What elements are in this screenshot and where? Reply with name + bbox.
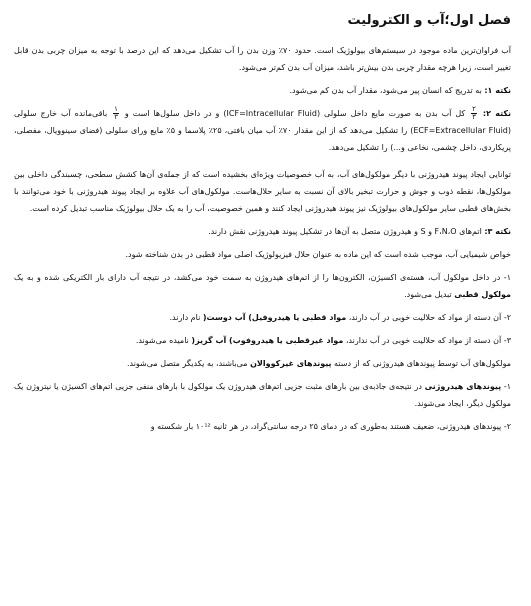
note-1-label: نکته ۱: (484, 86, 511, 95)
fraction-two-thirds (471, 106, 477, 121)
note-1-text: به تدریج که انسان پیر می‌شود، مقدار آب بدن کم می‌شود. (289, 86, 485, 95)
list-item-2 (14, 309, 511, 326)
note-3-label: نکته ۳: (484, 227, 511, 236)
note-2 (14, 105, 511, 156)
fraction-one-third (113, 106, 119, 121)
note-2-text-a: کل آب بدن به صورت مایع داخل سلولی (ICF=Intracellular Fluid) و در داخل سلول‌ها است و (120, 109, 470, 118)
note-2-text-b: باقی‌مانده آب خارج سلولی (ECF=Extracellular Fluid) را تشکیل می‌دهد که از این مقدار ۷۰٪ آب میان بافتی، ۲۵٪ پلاسما و ۵٪ مایع ورای سلولی (فضای سینوویال، مفصلی، پریکاردی، داخل چشمی، نخاعی و...) را تشکیل می‌دهد. (14, 109, 511, 152)
list-item-4 (14, 378, 511, 412)
list-item-5: ۲- پیوندهای هیدروژنی، ضعیف هستند به‌طوری که در دمای ۲۵ درجه سانتی‌گراد، در هر ثانیه ۱۰¹² بار شکسته و (150, 422, 511, 431)
note-1 (14, 82, 511, 99)
note-3-text: اتم‌های F،N،O و S و هیدروژن متصل به آن‌ها در تشکیل پیوند هیدروژنی نقش دارند. (208, 227, 485, 236)
list-item-3-tail: نامیده می‌شوند. (135, 336, 192, 345)
list-item-3-bold: مواد غیرقطبی یا هیدروفوب) آب گریز( (191, 336, 344, 345)
list-item-3-text: ۳- آن دسته از مواد که حلالیت خوبی در آب ندارند، (343, 336, 511, 345)
list-item-4-bold: پیوندهای هیدروژنی (424, 382, 502, 391)
non-covalent-text: مولکول‌های آب توسط پیوندهای هیدروژنی که از دسته (331, 359, 511, 368)
list-item-2-tail: نام دارند. (169, 313, 203, 322)
fraction-numerator: ۲ (472, 105, 476, 113)
fraction-denominator: ۳ (114, 113, 118, 121)
list-item-1 (14, 269, 511, 303)
chemical-properties-paragraph: خواص شیمیایی آب، موجب شده است که این ماده به عنوان حلال فیزیولوژیک اصلی مواد قطبی در بدن شناخته شود. (125, 250, 511, 259)
list-item-1-bold: مولکول قطبی (454, 290, 511, 299)
list-item-4-text: در نتیجه‌ی جاذبه‌ی بین بارهای مثبت جزیی اتم‌های هیدروژن یک مولکول با بارهای منفی جزیی اتم‌های اکسیژن یا نیتروژن یک مولکول دیگر، ایجاد می‌شوند. (14, 382, 511, 408)
list-item-1-tail: تبدیل می‌شود. (404, 290, 455, 299)
chapter-title: فصل اول؛آب و الکترولیت (347, 13, 511, 28)
non-covalent-bold: پیوندهای غیرکووالان (250, 359, 332, 368)
note-3 (14, 223, 511, 240)
fraction-denominator: ۳ (472, 113, 476, 121)
note-2-label: نکته ۲: (482, 109, 512, 118)
fraction-numerator: ۱ (114, 105, 118, 113)
hydrogen-bond-paragraph: توانایی ایجاد پیوند هیدروژنی با دیگر مولکول‌های آب، به آب خصوصیات ویژه‌ای بخشیده است که از جمله‌ی آن‌ها کشش سطحی، چسبندگی داخلی بین مولکول‌ها، نقطه ذوب و جوش و حرارت تبخیر بالای آن نسبت به سایر حلال‌هاست. مولکول‌های آب علاوه بر ایجاد پیوند هیدروژنی با خود می‌توانند با بخش‌های قطبی سایر مولکول‌های بیولوژیک نیز پیوند هیدروژنی ایجاد کنند و همین خصوصیت، آب را به یک حلال بیولوژیک مناسب تبدیل کرده است. (14, 170, 511, 213)
list-item-1-text: ۱- در داخل مولکول آب، هسته‌ی اکسیژن، الکترون‌ها را از اتم‌های هیدروژن به سمت خود می‌کشد، در نتیجه آب دارای بار الکتریکی شده و به یک (14, 273, 511, 282)
list-item-4-lead: ۱- (501, 382, 512, 391)
non-covalent-tail: می‌باشند، به یکدیگر متصل می‌شوند. (126, 359, 251, 368)
list-item-2-text: ۲- آن دسته از مواد که حلالیت خوبی در آب دارند، (346, 313, 511, 322)
list-item-3 (14, 332, 511, 349)
non-covalent-paragraph (14, 355, 511, 372)
list-item-2-bold: مواد قطبی یا هیدروفیل) آب دوست( (202, 313, 347, 322)
intro-paragraph: آب فراوان‌ترین ماده موجود در سیستم‌های بیولوژیک است. حدود ۷۰٪ وزن بدن را آب تشکیل می‌دهد که این درصد با توجه به میزان چربی بدن قابل تغییر است، زیرا هرچه مقدار چربی بدن بیش‌تر باشد، میزان آب بدن کم‌تر می‌شود. (14, 46, 511, 72)
